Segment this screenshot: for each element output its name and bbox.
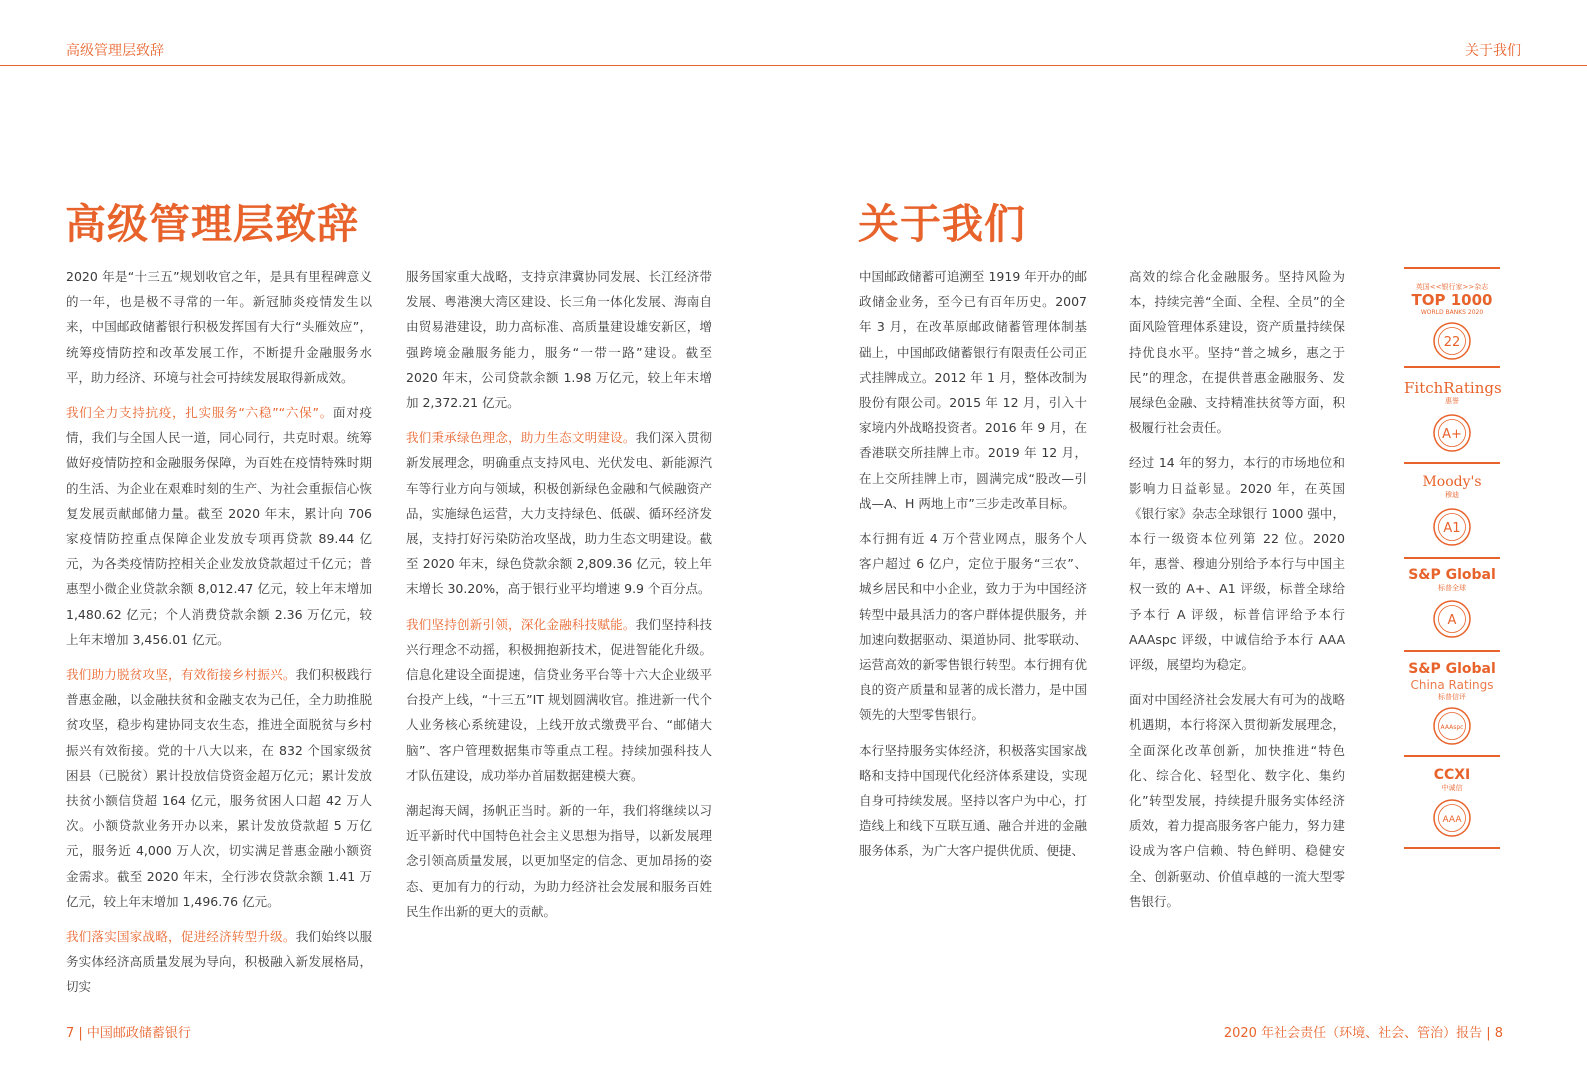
- running-header-left: 高级管理层致辞: [66, 43, 164, 59]
- paragraph-lead: 我们秉承绿色理念，助力生态文明建设。: [406, 430, 636, 446]
- ratings-rail: [1404, 267, 1500, 849]
- running-header-right: 关于我们: [1465, 43, 1521, 59]
- paragraph: 我们坚持创新引领，深化金融科技赋能。我们坚持科技兴行理念不动摇，积极拥抱新技术，促进智能化升级。信息化建设全面提速，信贷业务平台等十六大企业级平台投产上线，“十三五”IT 规划圆满收官。推进新一代个人业务核心系统建设，上线开放式缴费平台、“邮储大脑”、客户管理数据集市等重点工程。持续加强科技人才队伍建设，成功举办首届数据建模大赛。: [406, 616, 712, 783]
- paragraph: 经过 14 年的努力，本行的市场地位和影响力日益彰显。2020 年，在英国《银行家》杂志全球银行 1000 强中，本行一级资本位列第 22 位。2020 年，惠誉、穆迪分别给予本行与中国主权一致的 A+、A1 评级，标普全球给予本行 A 评级，标普信评给予本行 AAAspc 评级，中诚信给予本行 AAA 评级，展望均为稳定。: [1129, 455, 1345, 673]
- text-column-3: [859, 264, 1087, 874]
- sp-global-badge: S&P Global 标普全球 A: [1404, 566, 1500, 639]
- divider: [1404, 650, 1500, 652]
- divider: [1404, 462, 1500, 464]
- rating-seal-icon: [1432, 321, 1472, 361]
- rating-seal-icon: [1432, 706, 1472, 746]
- svg-text:AAAspc: AAAspc: [1440, 724, 1464, 731]
- text-column-4: [1129, 264, 1345, 924]
- paragraph: 2020 年是“十三五”规划收官之年，是具有里程碑意义的一年，也是极不寻常的一年。新冠肺炎疫情发生以来，中国邮政储蓄银行积极发挥国有大行“头雁效应”，统筹疫情防控和改革发展工作，不断提升金融服务水平，助力经济、环境与社会可持续发展取得新成效。: [66, 269, 372, 385]
- sp-china-ratings-badge: S&P Global China Ratings 标普信评 AAAspc: [1404, 660, 1500, 746]
- divider: [1404, 755, 1500, 757]
- paragraph: 服务国家重大战略，支持京津冀协同发展、长江经济带发展、粤港澳大湾区建设、长三角一体化发展、海南自由贸易港建设，助力高标准、高质量建设雄安新区，增强跨境金融服务能力，服务“一带一路”建设。截至 2020 年末，公司贷款余额 1.98 万亿元，较上年末增加 2,372.21 亿元。: [406, 269, 712, 411]
- paragraph: 我们助力脱贫攻坚，有效衔接乡村振兴。我们积极践行普惠金融，以金融扶贫和金融支农为己任，全力助推脱贫攻坚，稳步构建协同支农生态，推进全面脱贫与乡村振兴有效衔接。党的十八大以来，在 832 个国家级贫困县（已脱贫）累计投放信贷资金超万亿元；累计发放扶贫小额信贷超 164 亿元，服务贫困人口超 42 万人次。小额贷款业务开办以来，累计发放贷款超 5 万亿元，服务近 4,000 万人次，切实满足普惠金融小额资金需求。截至 2020 年末，全行涉农贷款余额 1.41 万亿元，较上年末增加 1,496.76 亿元。: [66, 667, 372, 909]
- rating-seal-icon: [1432, 599, 1472, 639]
- paragraph: 高效的综合化金融服务。坚持风险为本，持续完善“全面、全程、全员”的全面风险管理体系建设，资产质量持续保持优良水平。坚持“普之城乡，惠之于民”的理念，在提供普惠金融服务、发展绿色金融、支持精准扶贫等方面，积极履行社会责任。: [1129, 269, 1345, 436]
- moodys-badge: Moody's 穆迪 A1: [1404, 473, 1500, 547]
- text-column-2: [406, 264, 712, 934]
- paragraph: 中国邮政储蓄可追溯至 1919 年开办的邮政储金业务，至今已有百年历史。2007 年 3 月，在改革原邮政储蓄管理体制基础上，中国邮政储蓄银行有限责任公司正式挂牌成立。2012 年 1 月，整体改制为股份有限公司。2015 年 12 月，引入十家境内外战略投资者。2016 年 9 月，在香港联交所挂牌上市。2019 年 12 月，在上交所挂牌上市，圆满完成“股改—引战—A、H 两地上市”三步走改革目标。: [859, 269, 1087, 511]
- paragraph: 我们秉承绿色理念，助力生态文明建设。我们深入贯彻新发展理念，明确重点支持风电、光伏发电、新能源汽车等行业方向与领域，积极创新绿色金融和气候融资产品，实施绿色运营，大力支持绿色、低碳、循环经济发展，支持打好污染防治攻坚战，助力生态文明建设。截至 2020 年末，绿色贷款余额 2,809.36 亿元，较上年末增长 30.20%，高于银行业平均增速 9.9 个百分点。: [406, 430, 712, 597]
- svg-text:22: 22: [1443, 335, 1461, 350]
- paragraph-lead: 我们全力支持抗疫，扎实服务“六稳”“六保”。: [66, 405, 333, 421]
- rating-seal-icon: [1432, 413, 1472, 453]
- page-title-executive-message: 高级管理层致辞: [65, 200, 359, 248]
- banker-top1000-badge: 英国<<银行家>>杂志 TOP 1000 WORLD BANKS 2020 22: [1404, 283, 1500, 361]
- rating-seal-icon: [1432, 798, 1472, 838]
- divider: [1404, 557, 1500, 559]
- paragraph: 面对中国经济社会发展大有可为的战略机遇期，本行将深入贯彻新发展理念，全面深化改革创新，加快推进“特色化、综合化、轻型化、数字化、集约化”转型发展，持续提升服务实体经济质效，着力提高服务客户能力，努力建设成为客户信赖、特色鲜明、稳健安全、创新驱动、价值卓越的一流大型零售银行。: [1129, 692, 1345, 909]
- paragraph-lead: 我们坚持创新引领，深化金融科技赋能。: [406, 616, 636, 632]
- divider: [1404, 366, 1500, 368]
- page-title-about-us: 关于我们: [858, 200, 1026, 248]
- divider: [1404, 847, 1500, 849]
- fitch-ratings-badge: FitchRatings 惠誉 A+: [1404, 379, 1500, 453]
- footer-left: 7 | 中国邮政储蓄银行: [66, 1026, 191, 1041]
- svg-text:A+: A+: [1442, 427, 1462, 442]
- paragraph: 潮起海天阔，扬帆正当时。新的一年，我们将继续以习近平新时代中国特色社会主义思想为指导，以新发展理念引领高质量发展，以更加坚定的信念、更加昂扬的姿态、更加有力的行动，为助力经济社会发展和服务百姓民生作出新的更大的贡献。: [406, 803, 712, 919]
- divider: [1404, 267, 1500, 269]
- rating-seal-icon: [1432, 507, 1472, 547]
- paragraph: 本行拥有近 4 万个营业网点，服务个人客户超过 6 亿户，定位于服务“三农”、城乡居民和中小企业，致力于为中国经济转型中最具活力的客户群体提供服务，并加速向数据驱动、渠道协同、批零联动、运营高效的新零售银行转型。本行拥有优良的资产质量和显著的成长潜力，是中国领先的大型零售银行。: [859, 531, 1087, 723]
- paragraph-lead: 我们助力脱贫攻坚，有效衔接乡村振兴。: [66, 667, 296, 683]
- header-rule: [0, 65, 1587, 66]
- paragraph: 本行坚持服务实体经济，积极落实国家战略和支持中国现代化经济体系建设，实现自身可持续发展。坚持以客户为中心，打造线上和线下互联互通、融合并进的金融服务体系，为广大客户提供优质、便捷、: [859, 742, 1087, 859]
- svg-text:A: A: [1447, 613, 1457, 628]
- paragraph: 我们全力支持抗疫，扎实服务“六稳”“六保”。面对疫情，我们与全国人民一道，同心同行，共克时艰。统筹做好疫情防控和金融服务保障，为百姓在疫情特殊时期的生活、为企业在艰难时刻的生产、为社会重振信心恢复发展贡献邮储力量。截至 2020 年末，累计向 706 家疫情防控重点保障企业发放专项再贷款 89.44 亿元，为各类疫情防控相关企业发放贷款超过千亿元；普惠型小微企业贷款余额 8,012.47 亿元，较上年末增加 1,480.62 亿元；个人消费贷款余额 2.36 万亿元，较上年末增加 3,456.01 亿元。: [66, 405, 372, 647]
- svg-text:A1: A1: [1443, 521, 1461, 536]
- text-column-1: [66, 264, 372, 1010]
- paragraph-lead: 我们落实国家战略，促进经济转型升级。: [66, 929, 296, 945]
- footer-right: 2020 年社会责任（环境、社会、管治）报告 | 8: [1223, 1026, 1503, 1041]
- svg-text:AAA: AAA: [1442, 815, 1462, 825]
- ccxi-badge: CCXI 中诚信 AAA: [1404, 766, 1500, 838]
- paragraph: 我们落实国家战略，促进经济转型升级。我们始终以服务实体经济高质量发展为导向，积极融入新发展格局，切实: [66, 929, 372, 995]
